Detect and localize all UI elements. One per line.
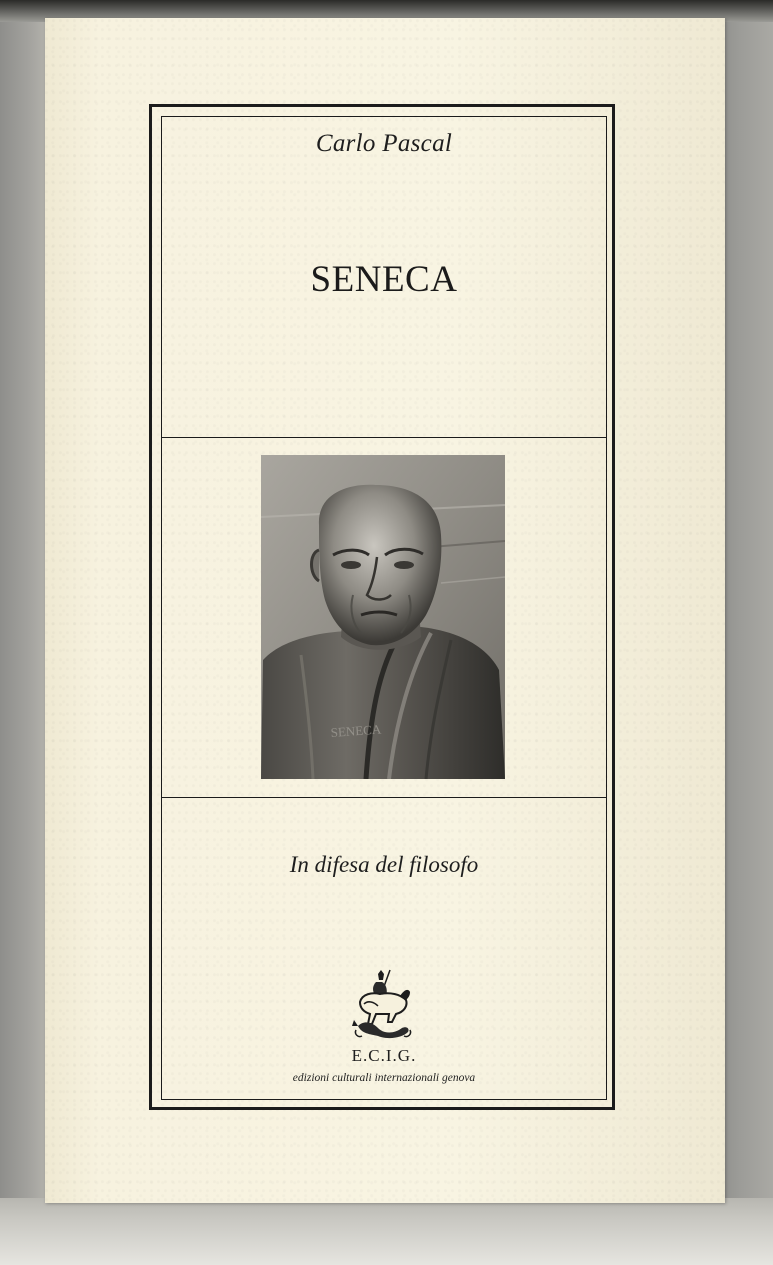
frame-divider-top	[161, 437, 607, 438]
publisher-abbreviation: E.C.I.G.	[351, 1046, 417, 1065]
st-george-dragon-emblem-icon	[350, 968, 416, 1040]
publisher-full-name: edizioni culturali internazionali genova	[292, 1072, 476, 1084]
author-name: Carlo Pascal	[315, 130, 453, 157]
book-title: SENECA	[310, 259, 458, 300]
seneca-bust-photo-icon	[261, 455, 505, 779]
scan-shadow-right	[718, 0, 773, 1265]
scan-shadow-left	[0, 0, 48, 1265]
bust-inscription: SENECA	[330, 721, 382, 740]
frame-divider-bottom	[161, 797, 607, 798]
scan-shadow-bottom	[0, 1198, 773, 1265]
book-subtitle: In difesa del filosofo	[289, 852, 479, 877]
